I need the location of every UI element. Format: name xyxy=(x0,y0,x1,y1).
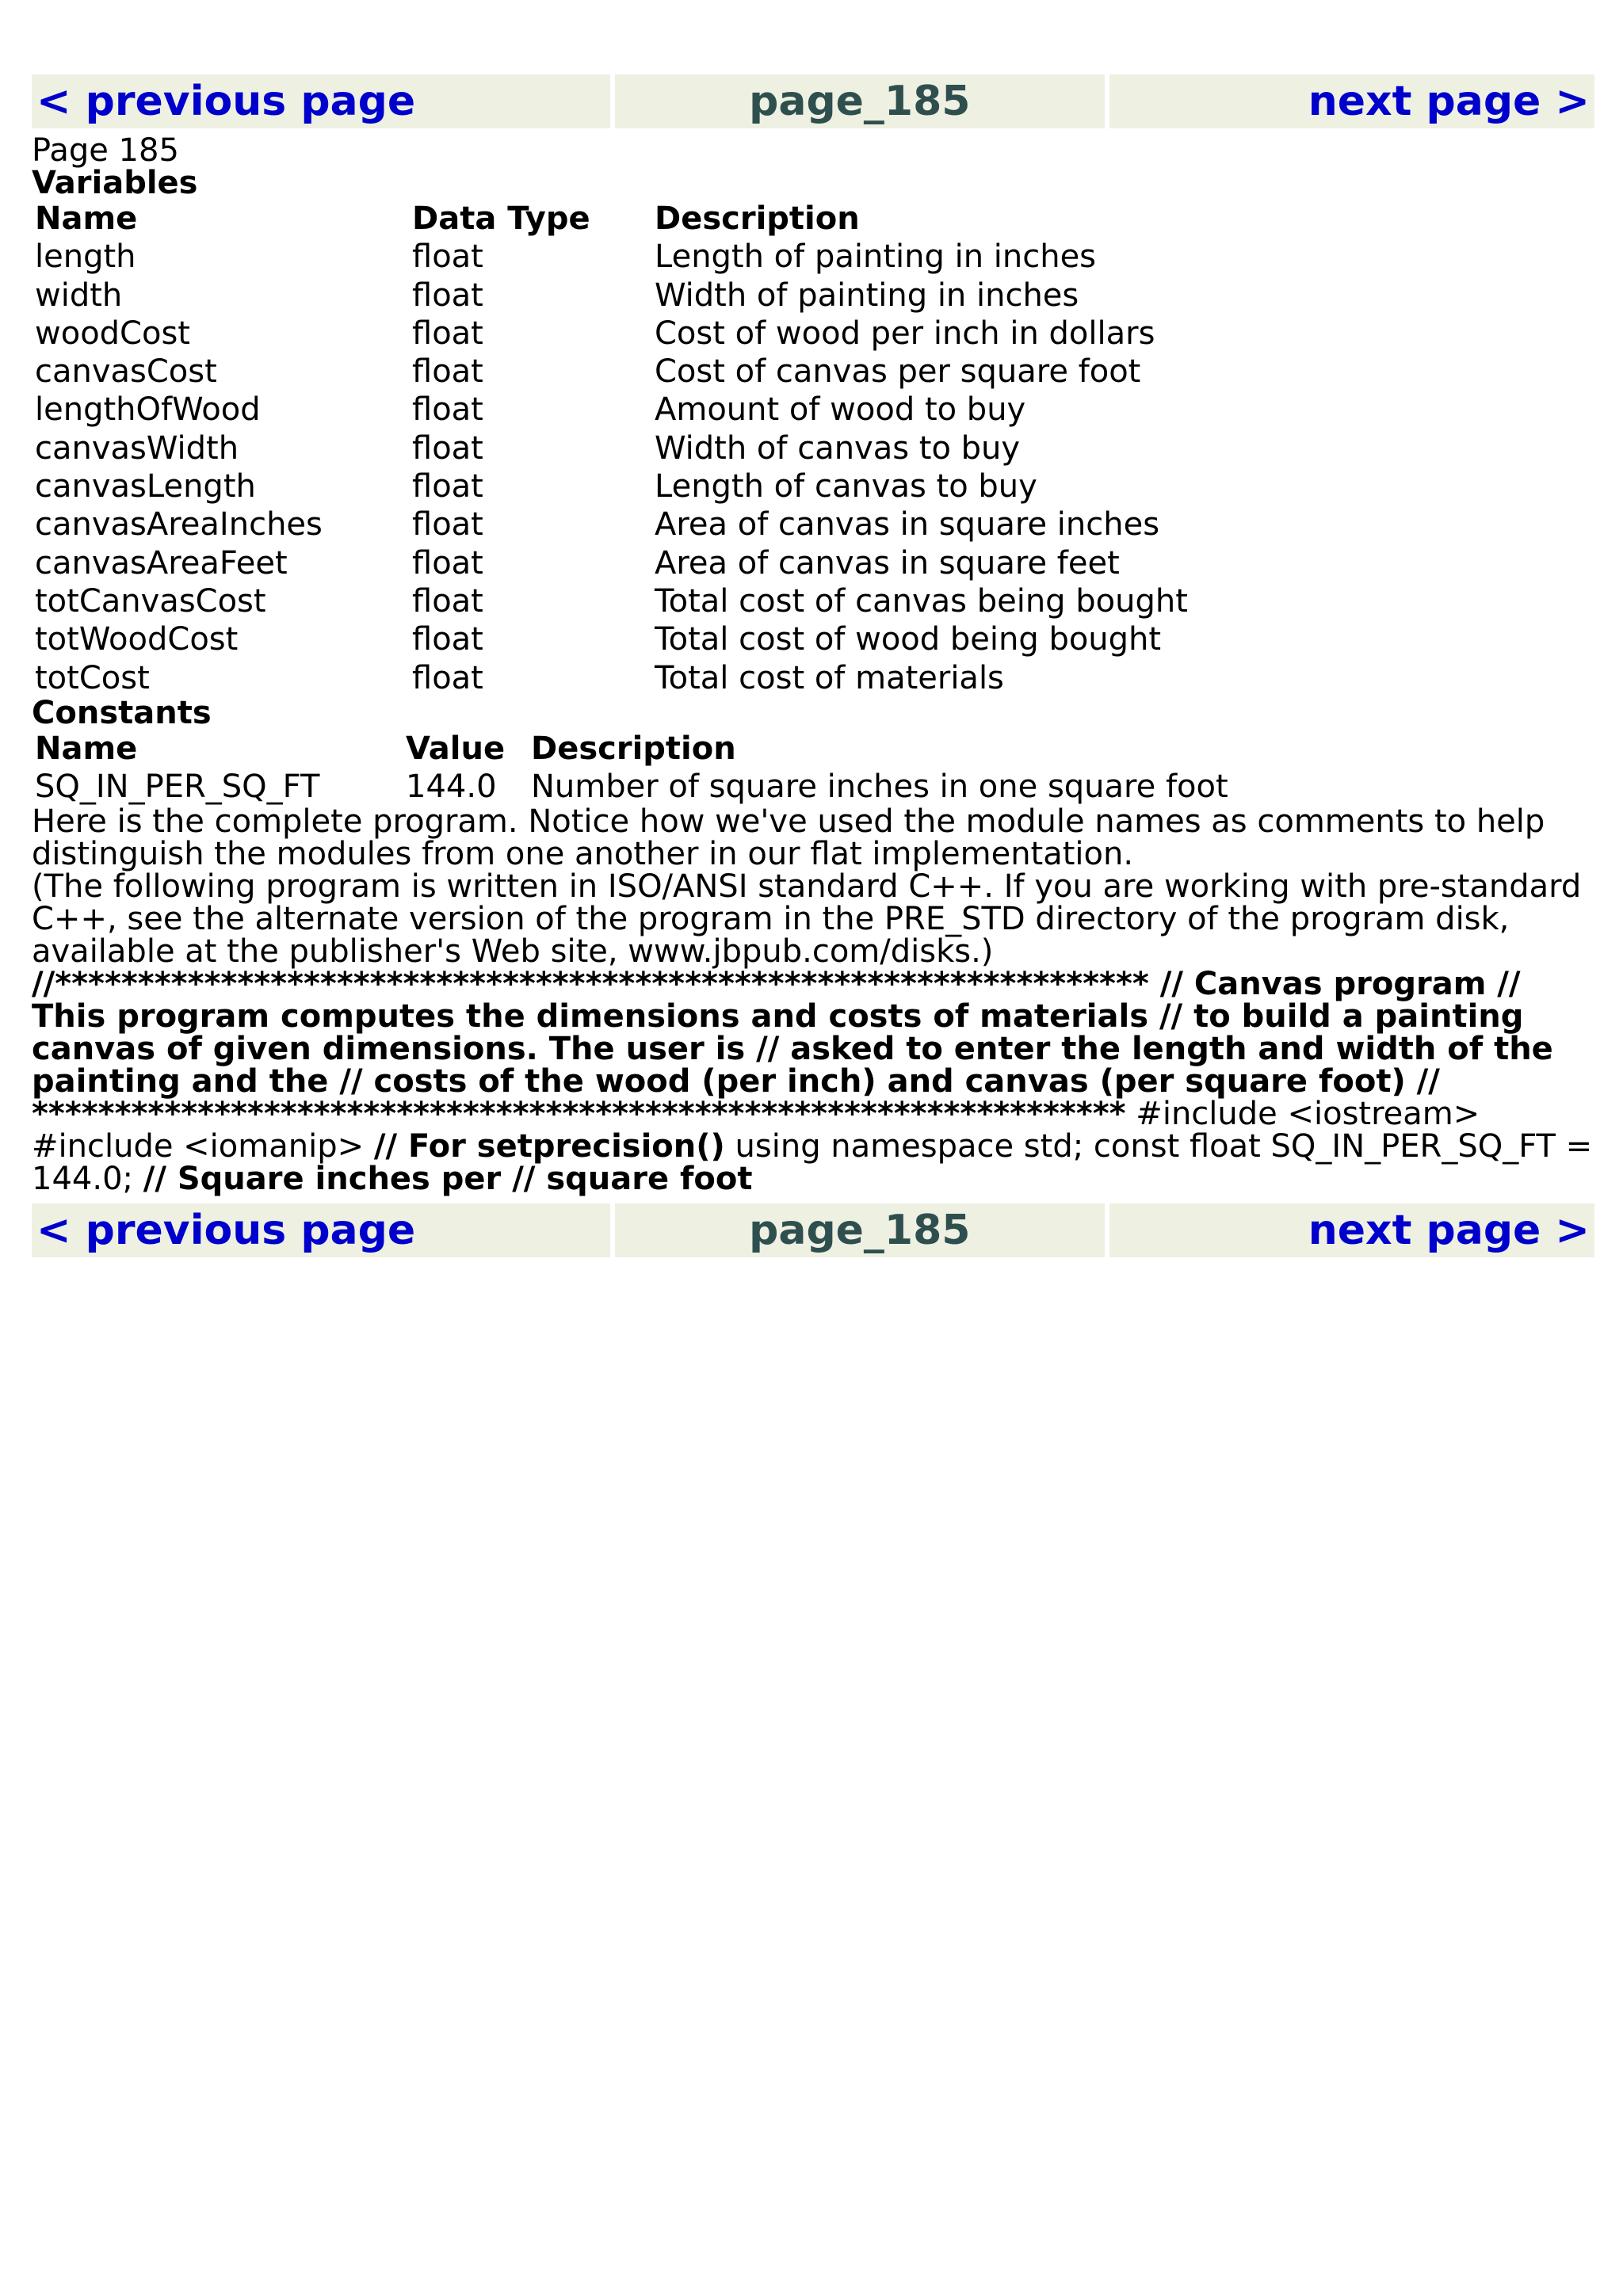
variable-description: Total cost of canvas being bought xyxy=(655,582,1188,620)
page-title: page_185 xyxy=(749,1207,971,1255)
variable-type: float xyxy=(412,582,483,620)
variable-name: canvasAreaInches xyxy=(35,506,323,543)
column-header: Description xyxy=(531,730,736,767)
variable-type: float xyxy=(412,391,483,429)
variable-description: Width of canvas to buy xyxy=(655,429,1021,467)
variable-description: Width of painting in inches xyxy=(655,277,1079,314)
previous-page-link[interactable]: < previous page xyxy=(36,1207,416,1255)
page-content xyxy=(32,132,1594,1198)
variable-type: float xyxy=(412,659,483,696)
constant-description: Number of square inches in one square foot xyxy=(531,769,1228,806)
variable-description: Area of canvas in square inches xyxy=(655,506,1160,543)
nav-next-cell xyxy=(1109,74,1594,128)
table-row xyxy=(32,659,1188,697)
table-row xyxy=(32,505,1188,543)
variable-description: Area of canvas in square feet xyxy=(655,544,1120,582)
table-row xyxy=(32,429,1188,467)
variables-heading: Variables xyxy=(32,165,198,201)
variable-description: Total cost of wood being bought xyxy=(655,621,1162,658)
variable-description: Length of painting in inches xyxy=(655,238,1097,276)
bottom-navbar xyxy=(32,1203,1594,1257)
nav-next-cell xyxy=(1109,1203,1594,1257)
table-row xyxy=(32,467,1188,505)
variable-type: float xyxy=(412,238,483,276)
variable-description: Cost of canvas per square foot xyxy=(655,353,1141,391)
variable-description: Cost of wood per inch in dollars xyxy=(655,315,1155,352)
table-row xyxy=(32,544,1188,582)
constant-value: 144.0 xyxy=(406,769,497,806)
constant-name: SQ_IN_PER_SQ_FT xyxy=(35,769,320,806)
page-number: Page 185 xyxy=(32,132,179,169)
variable-type: float xyxy=(412,429,483,467)
variable-name: totWoodCost xyxy=(35,621,239,658)
variable-description: Length of canvas to buy xyxy=(655,468,1037,505)
table-row xyxy=(32,768,1228,806)
table-header-row xyxy=(32,730,1228,768)
variable-description: Total cost of materials xyxy=(655,659,1004,696)
variable-name: woodCost xyxy=(35,315,190,352)
variable-name: totCanvasCost xyxy=(35,582,266,620)
variable-name: width xyxy=(35,277,123,314)
intro-paragraph: Here is the complete program. Notice how we've used the module names as comments to help distinguish the modules from one another in our flat implementation. xyxy=(32,803,1545,873)
variable-type: float xyxy=(412,468,483,505)
table-row xyxy=(32,277,1188,315)
code-square-comment: // Square inches per // square foot xyxy=(143,1161,753,1198)
column-header: Name xyxy=(35,200,138,237)
variable-type: float xyxy=(412,277,483,314)
column-header: Data Type xyxy=(412,200,590,237)
variable-name: lengthOfWood xyxy=(35,391,261,429)
variables-table xyxy=(32,200,1188,697)
variable-name: canvasLength xyxy=(35,468,256,505)
code-using-const: using namespace std; const float SQ_IN_PER_SQ_FT = 144.0; xyxy=(32,1128,1593,1198)
nav-prev-cell xyxy=(32,74,610,128)
next-page-link[interactable]: next page > xyxy=(1308,78,1590,125)
previous-page-link[interactable]: < previous page xyxy=(36,78,416,125)
variable-name: canvasWidth xyxy=(35,429,239,467)
variable-name: length xyxy=(35,238,136,276)
table-row xyxy=(32,582,1188,620)
table-row xyxy=(32,620,1188,658)
variable-type: float xyxy=(412,315,483,352)
column-header: Description xyxy=(655,200,860,237)
code-comment-header: //****************************************************************** // Canvas program // This program computes the dimensions and costs of materials // to build a painting canvas of given dimensions. The user is // asked to enter the length and width of the painting and the // costs of the wood (per inch) and canvas (per square foot) // ****************************************************************** xyxy=(32,966,1553,1133)
variable-type: float xyxy=(412,353,483,391)
variable-type: float xyxy=(412,506,483,543)
nav-page-cell xyxy=(615,1203,1105,1257)
next-page-link[interactable]: next page > xyxy=(1308,1207,1590,1255)
variable-description: Amount of wood to buy xyxy=(655,391,1026,429)
top-navbar xyxy=(32,74,1594,128)
variable-name: canvasCost xyxy=(35,353,217,391)
variable-type: float xyxy=(412,621,483,658)
standard-note-paragraph: (The following program is written in ISO/ANSI standard C++. If you are working with pre-standard C++, see the alternate version of the program in the PRE_STD directory of the program disk, available at the publisher's Web site, www.jbpub.com/disks.) xyxy=(32,868,1582,971)
table-header-row xyxy=(32,200,1188,238)
code-setprecision-comment: // For setprecision() xyxy=(373,1128,725,1165)
column-header: Name xyxy=(35,730,138,767)
table-row xyxy=(32,391,1188,429)
page-title: page_185 xyxy=(749,78,971,125)
nav-prev-cell xyxy=(32,1203,610,1257)
program-code xyxy=(32,968,1594,1196)
code-include-line: #include <iostream> #include <iomanip> xyxy=(32,1096,1480,1165)
nav-page-cell xyxy=(615,74,1105,128)
table-row xyxy=(32,315,1188,353)
column-header: Value xyxy=(406,730,506,767)
constants-table xyxy=(32,730,1228,807)
constants-heading: Constants xyxy=(32,694,212,731)
variable-name: totCost xyxy=(35,659,150,696)
variable-type: float xyxy=(412,544,483,582)
document-page xyxy=(32,74,1594,1257)
table-row xyxy=(32,353,1188,391)
table-row xyxy=(32,238,1188,276)
variable-name: canvasAreaFeet xyxy=(35,544,288,582)
